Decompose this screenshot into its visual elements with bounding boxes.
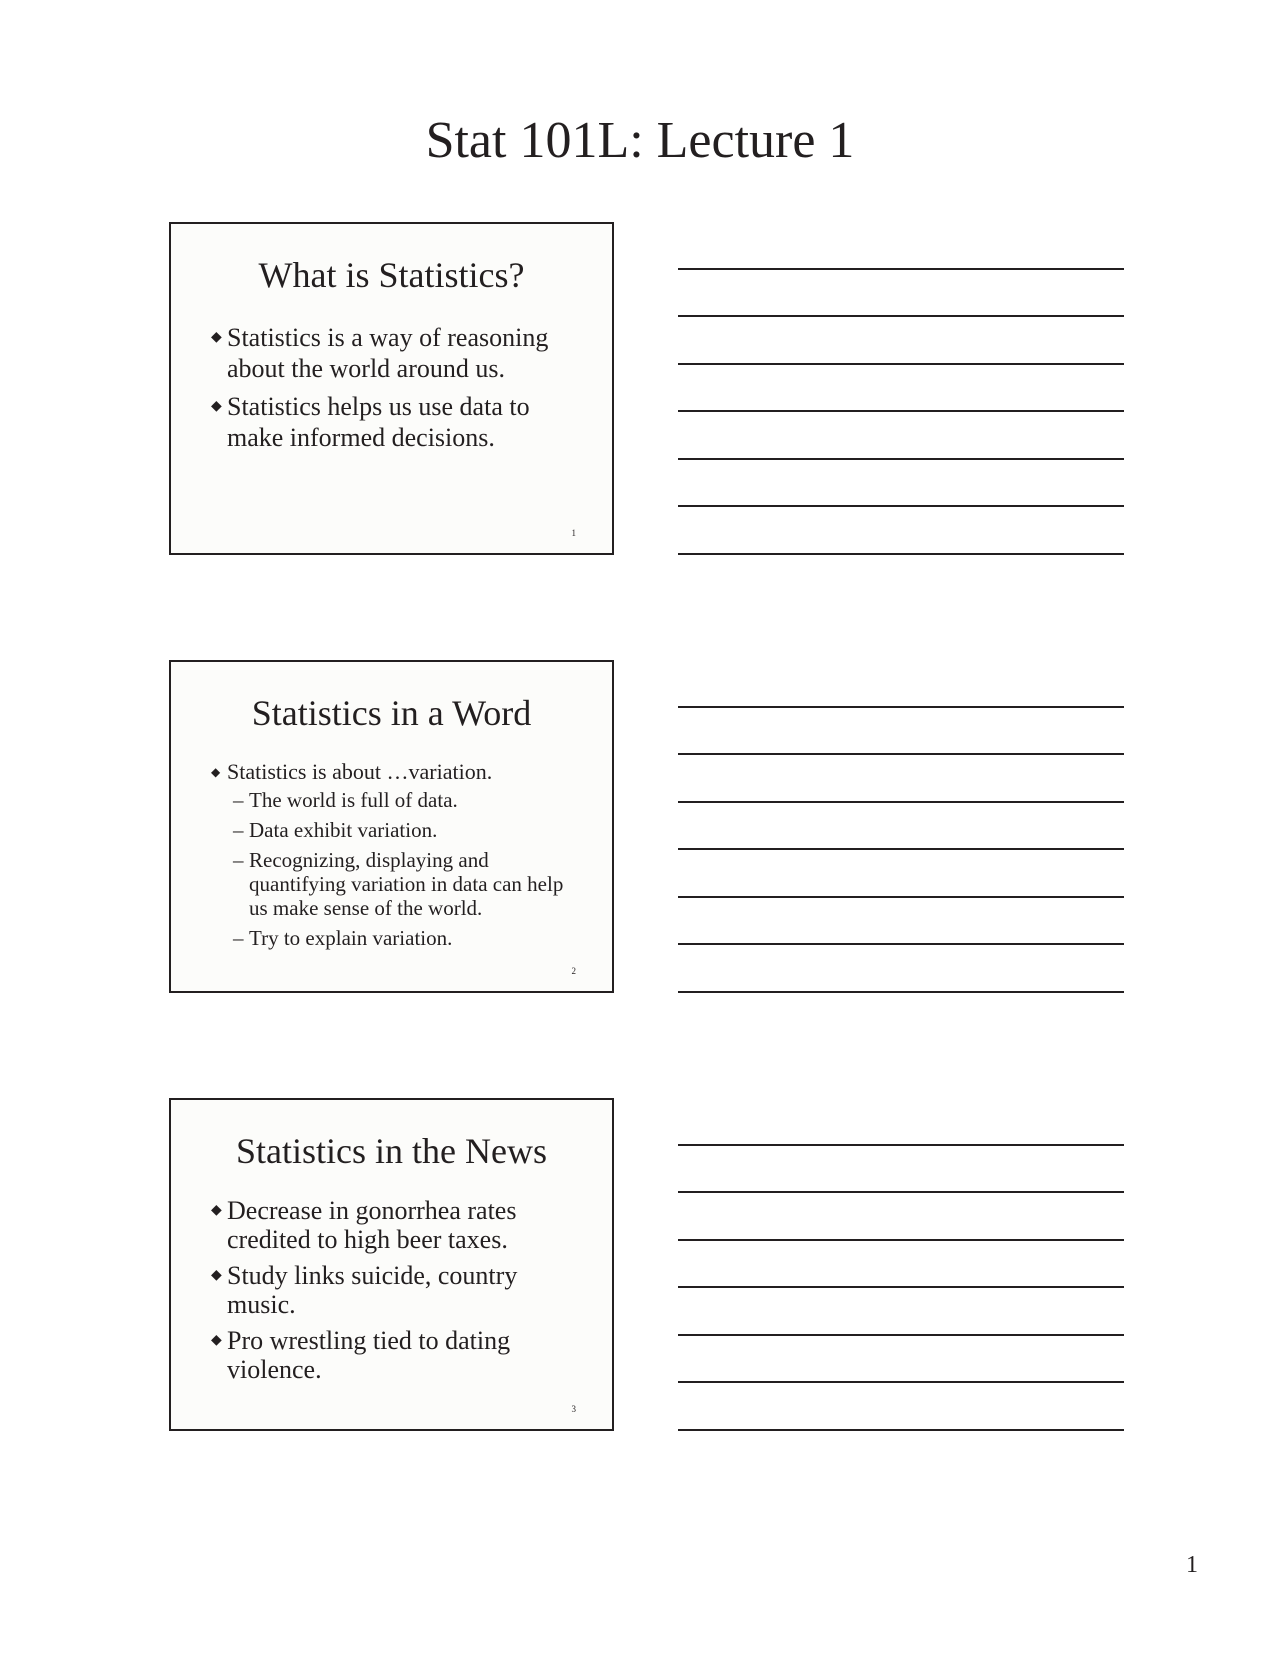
slide-number: 1 (571, 528, 576, 538)
note-line (678, 706, 1124, 708)
note-line (678, 553, 1124, 555)
note-line (678, 991, 1124, 993)
diamond-bullet-icon: ◆ (211, 1203, 222, 1218)
slide-number: 2 (571, 966, 576, 976)
bullet-item (211, 758, 584, 950)
bullet-item (211, 391, 584, 453)
diamond-bullet-icon: ◆ (211, 330, 222, 345)
slide-1 (169, 222, 614, 555)
bullet-item (211, 322, 584, 384)
sub-bullet-text: Try to explain variation. (249, 926, 453, 950)
bullet-text: Statistics is a way of reasoning about the world around us. (227, 323, 549, 383)
bullet-text: Decrease in gonorrhea rates credited to high beer taxes. (227, 1196, 517, 1254)
bullet-list (211, 1196, 584, 1391)
note-line (678, 410, 1124, 412)
slide-3 (169, 1098, 614, 1431)
note-line (678, 848, 1124, 850)
note-line (678, 801, 1124, 803)
sub-bullet-text: The world is full of data. (249, 788, 458, 812)
sub-bullet-item (227, 818, 584, 842)
bullet-text: Statistics is about …variation. (227, 759, 493, 784)
bullet-list (211, 758, 584, 957)
note-line (678, 896, 1124, 898)
note-line (678, 315, 1124, 317)
dash-bullet-icon: – (233, 788, 244, 812)
note-line (678, 1144, 1124, 1146)
slide-2 (169, 660, 614, 993)
slide-title: What is Statistics? (258, 255, 525, 295)
sub-bullet-text: Recognizing, displaying and quantifying variation in data can help us make sense of the world. (249, 848, 564, 920)
bullet-item (211, 1326, 584, 1384)
bullet-item (211, 1261, 584, 1319)
diamond-bullet-icon: ◆ (211, 765, 221, 779)
bullet-text: Pro wrestling tied to dating violence. (227, 1326, 511, 1384)
sub-bullet-item (227, 926, 584, 950)
sub-bullet-text: Data exhibit variation. (249, 818, 438, 842)
sub-bullet-item (227, 848, 584, 920)
note-line (678, 1286, 1124, 1288)
note-line (678, 943, 1124, 945)
note-line (678, 268, 1124, 270)
sub-bullet-list (227, 788, 584, 950)
note-line (678, 505, 1124, 507)
slide-number: 3 (571, 1404, 576, 1414)
note-line (678, 1429, 1124, 1431)
note-line (678, 1239, 1124, 1241)
bullet-list (211, 322, 584, 460)
slide-title: Statistics in the News (236, 1131, 547, 1171)
dash-bullet-icon: – (233, 848, 244, 872)
note-line (678, 753, 1124, 755)
sub-bullet-item (227, 788, 584, 812)
note-line (678, 1381, 1124, 1383)
dash-bullet-icon: – (233, 926, 244, 950)
bullet-item (211, 1196, 584, 1254)
slide-title: Statistics in a Word (251, 693, 532, 733)
note-line (678, 363, 1124, 365)
note-line (678, 458, 1124, 460)
page-title: Stat 101L: Lecture 1 (425, 112, 855, 169)
note-line (678, 1334, 1124, 1336)
diamond-bullet-icon: ◆ (211, 399, 222, 414)
page-number: 1 (1186, 1552, 1198, 1578)
note-line (678, 1191, 1124, 1193)
bullet-text: Statistics helps us use data to make informed decisions. (227, 392, 530, 452)
dash-bullet-icon: – (233, 818, 244, 842)
diamond-bullet-icon: ◆ (211, 1268, 222, 1283)
diamond-bullet-icon: ◆ (211, 1333, 222, 1348)
bullet-text: Study links suicide, country music. (227, 1261, 518, 1319)
